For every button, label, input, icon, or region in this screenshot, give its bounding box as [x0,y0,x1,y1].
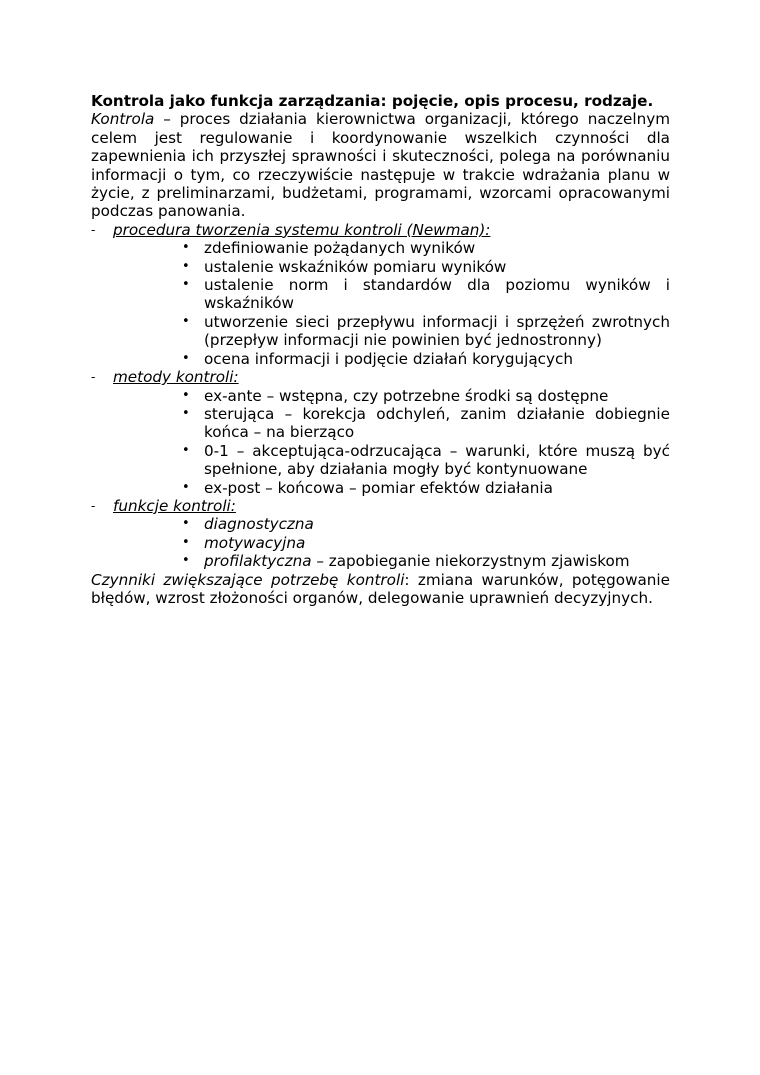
bullet-marker: • [182,553,190,569]
list-item [182,312,670,350]
bullet-marker: • [182,405,190,421]
bullet-marker: • [182,442,190,458]
list-item [182,441,670,479]
bullet-marker: • [182,534,190,550]
sections-container [91,221,670,571]
list-item-text: utworzenie sieci przepływu informacji i sprzężeń zwrotnych (przepływ informacji nie powinien być jednostronny) [204,312,670,350]
list-item-text: sterująca – korekcja odchyleń, zanim działanie dobiegnie końca – na bierząco [204,404,670,442]
list-item [182,257,670,276]
document-page [91,92,670,607]
bullet-list [113,239,670,368]
closing-term: Czynniki zwiększające potrzebę kontroli [91,570,405,589]
dash-marker: - [91,222,96,237]
list-item-emphasis: diagnostyczna [204,515,314,534]
section-heading: metody kontroli: [113,368,239,387]
intro-term: Kontrola [91,110,155,129]
section-heading: funkcje kontroli: [113,496,236,515]
bullet-marker: • [182,350,190,366]
bullet-marker: • [182,516,190,532]
closing-paragraph [91,571,670,608]
section-heading: procedura tworzenia systemu kontroli (Newman): [113,220,491,239]
list-item-text: – zapobieganie niekorzystnym zjawiskom [311,552,630,571]
list-item [182,386,670,405]
list-item-text: ustalenie wskaźników pomiaru wyników [204,257,507,276]
list-item [182,552,670,571]
list-item [182,239,670,258]
bullet-list [113,387,670,497]
section-2 [91,497,670,571]
bullet-marker: • [182,240,190,256]
section-0 [91,221,670,368]
list-item [182,349,670,368]
list-item [182,478,670,497]
list-item [182,276,670,313]
list-item-text: ex-ante – wstępna, czy potrzebne środki są dostępne [204,386,609,405]
bullet-marker: • [182,277,190,293]
intro-paragraph [91,110,670,220]
list-item-text: ustalenie norm i standardów dla poziomu wyników i wskaźników [204,276,670,313]
dash-marker: - [91,370,96,385]
dash-marker: - [91,498,96,513]
list-item-text: ex-post – końcowa – pomiar efektów działania [204,478,553,497]
bullet-marker: • [182,313,190,329]
list-item [182,515,670,534]
list-item-text: 0-1 – akceptująca-odrzucająca – warunki, które muszą być spełnione, aby działania mogły być kontynuowane [204,441,670,479]
list-item [182,404,670,442]
bullet-marker: • [182,479,190,495]
page-title: Kontrola jako funkcja zarządzania: pojęcie, opis procesu, rodzaje. [91,92,654,110]
bullet-marker: • [182,387,190,403]
list-item-text: zdefiniowanie pożądanych wyników [204,239,476,258]
closing-text: : zmiana warunków, potęgowanie błędów, wzrost złożoności organów, delegowanie uprawnień decyzyjnych. [91,570,670,607]
list-item-text: ocena informacji i podjęcie działań korygujących [204,349,573,368]
list-item-emphasis: profilaktyczna [204,552,312,571]
section-1 [91,368,670,497]
bullet-marker: • [182,258,190,274]
intro-text: – proces działania kierownictwa organizacji, którego naczelnym celem jest regulowanie i koordynowanie wszelkich czynności dla zapewnienia ich przyszłej sprawności i skuteczności, polega na porównaniu informacji o tym, co rzeczywiście następuje w trakcie wdrażania planu w życie, z preliminarzami, budżetami, programami, wzorcami opracowanymi podczas panowania. [91,110,670,221]
list-item-emphasis: motywacyjna [204,533,306,552]
list-item [182,533,670,552]
bullet-list [113,515,670,570]
